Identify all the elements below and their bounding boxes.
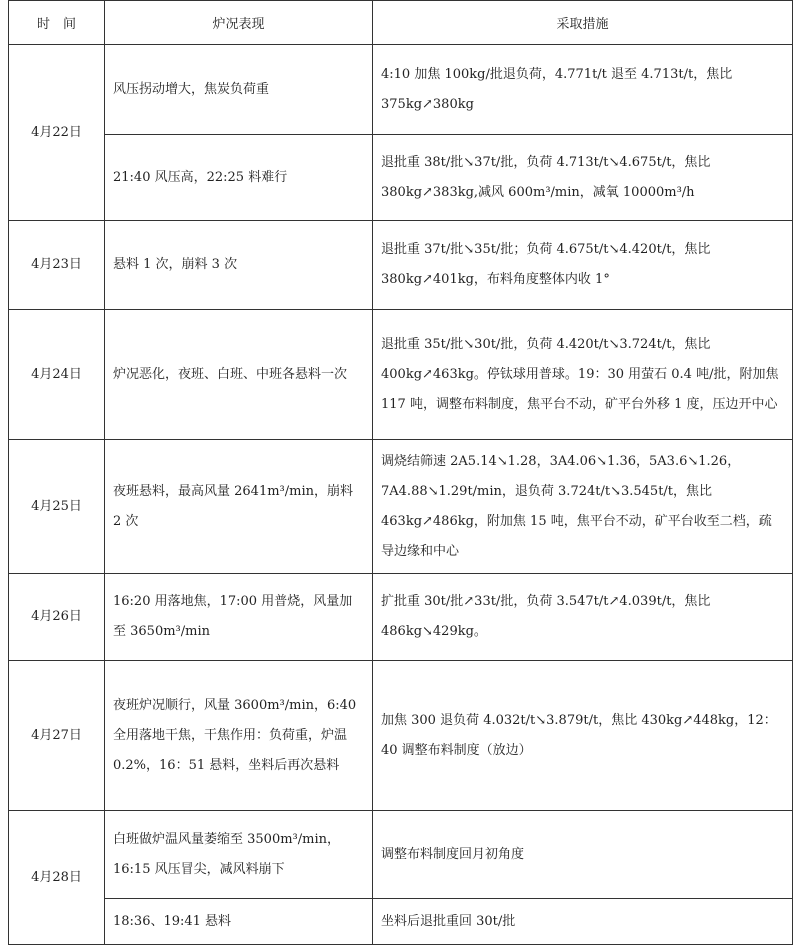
table-row [9,661,793,811]
condition-cell: 夜班悬料，最高风量 2641m³/min，崩料 2 次 [105,440,373,574]
date-cell: 4月23日 [9,221,105,310]
condition-cell: 悬料 1 次，崩料 3 次 [105,221,373,310]
measure-cell: 退批重 38t/批↘37t/批，负荷 4.713t/t↘4.675t/t，焦比 380kg↗383kg,减风 600m³/min，减氧 10000m³/h [373,135,793,221]
measure-cell: 调烧结筛速 2A5.14↘1.28，3A4.06↘1.36，5A3.6↘1.26，7A4.88↘1.29t/min，退负荷 3.724t/t↘3.545t/t，焦比 463kg↗486kg，附加焦 15 吨，焦平台不动，矿平台收至二档，疏导边缘和中心 [373,440,793,574]
date-cell: 4月24日 [9,310,105,440]
header-row [9,1,793,45]
table-row [9,899,793,945]
table-row [9,221,793,310]
header-measures: 采取措施 [373,1,793,45]
condition-cell: 风压拐动增大，焦炭负荷重 [105,45,373,135]
table-row [9,135,793,221]
measure-cell: 坐料后退批重回 30t/批 [373,899,793,945]
date-cell: 4月26日 [9,574,105,661]
table-row [9,45,793,135]
measure-cell: 退批重 37t/批↘35t/批；负荷 4.675t/t↘4.420t/t，焦比 380kg↗401kg，布料角度整体内收 1° [373,221,793,310]
header-condition: 炉况表现 [105,1,373,45]
measure-cell: 调整布料制度回月初角度 [373,811,793,899]
date-cell: 4月22日 [9,45,105,221]
date-cell: 4月28日 [9,811,105,945]
condition-cell: 21:40 风压高，22:25 料难行 [105,135,373,221]
measure-cell: 加焦 300 退负荷 4.032t/t↘3.879t/t，焦比 430kg↗448kg，12：40 调整布料制度（放边） [373,661,793,811]
furnace-log-table [8,0,793,945]
condition-cell: 夜班炉况顺行，风量 3600m³/min，6:40 全用落地干焦，干焦作用：负荷重，炉温 0.2%，16：51 悬料，坐料后再次悬料 [105,661,373,811]
condition-cell: 白班做炉温风量萎缩至 3500m³/min，16:15 风压冒尖，减风料崩下 [105,811,373,899]
table-row [9,574,793,661]
table-row [9,811,793,899]
table-row [9,310,793,440]
measure-cell: 扩批重 30t/批↗33t/批，负荷 3.547t/t↗4.039t/t，焦比 486kg↘429kg。 [373,574,793,661]
measure-cell: 4:10 加焦 100kg/批退负荷，4.771t/t 退至 4.713t/t，焦比 375kg↗380kg [373,45,793,135]
condition-cell: 炉况恶化，夜班、白班、中班各悬料一次 [105,310,373,440]
condition-cell: 16:20 用落地焦，17:00 用普烧，风量加至 3650m³/min [105,574,373,661]
table-row [9,440,793,574]
date-cell: 4月27日 [9,661,105,811]
measure-cell: 退批重 35t/批↘30t/批，负荷 4.420t/t↘3.724t/t，焦比 400kg↗463kg。停钛球用普球。19：30 用萤石 0.4 吨/批，附加焦 117 吨，调整布料制度，焦平台不动，矿平台外移 1 度，压边开中心 [373,310,793,440]
header-time: 时 间 [9,1,105,45]
condition-cell: 18:36、19:41 悬料 [105,899,373,945]
date-cell: 4月25日 [9,440,105,574]
